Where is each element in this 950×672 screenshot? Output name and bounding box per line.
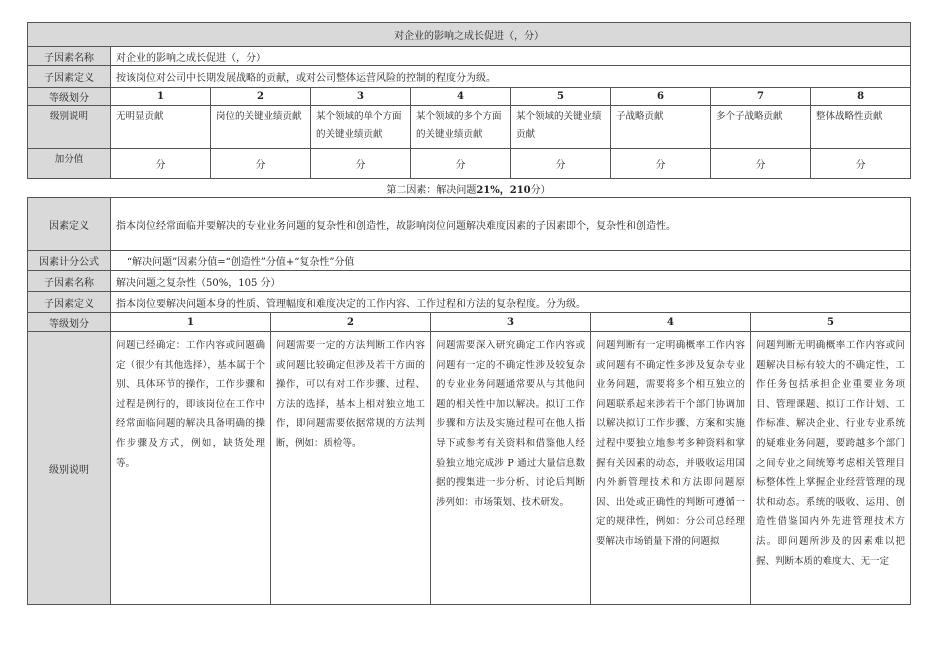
grade-cell: 4: [411, 88, 511, 106]
level-desc-cell: 问题需要深入研究确定工作内容或问题有一定的不确定性涉及较复杂的专业业务问题通常要从与其他问题的相关性中加以解决。拟订工作步骤和方法及实施过程可在他人指导下或参考有关资料和借鉴他人经验独立地完成涉 P 通过大量信息数据的搜集进一步分析、讨论后判断涉列如：市场策划、技术研发。: [431, 332, 591, 605]
score-cell: 分: [111, 149, 211, 179]
level-desc-cell: 问题判断有一定明确概率工作内容或问题有不确定性多涉及复杂专业业务问题，需要将多个相互独立的问题联系起来涉若干个部门协调加以解决拟订工作步骤、方案和实施过程中要独立地参考多种资料和掌握有关因素的动态，并吸收运用国内外新管理技术和方法即问题原因、出处或正确性的判断可遵循一定的规律性，例如：分公司总经理要解决市场销量下滑的问题拟: [591, 332, 751, 605]
grade-cell: 2: [271, 313, 431, 332]
row-label-level-desc: 级别说明: [28, 332, 111, 605]
score-cell: 分: [311, 149, 411, 179]
factor-definition: 指本岗位经常面临并要解决的专业业务问题的复杂性和创造性，故影响岗位问题解决难度因素的子因素即个，复杂性和创造性。: [111, 198, 911, 251]
level-desc-cell: 问题判断无明确概率工作内容或问题解决目标有较大的不确定性，工作任务包括承担企业重要业务项目、管理课题、拟订工作计划、工作标准、解决企业、行业专业系统的疑难业务问题，要跨越多个部门之间专业之间统筹考虑相关管理目标整体性上掌握企业经营管理的现状和动态。系统的吸收、运用、创造性借鉴国内外先进管理技术方法。即问题所涉及的因素难以把握、判断本质的难度大、无一定: [751, 332, 911, 605]
level-desc-cell: 某个领域的多个方面的关键业绩贡献: [411, 106, 511, 149]
grade-cell: 2: [211, 88, 311, 106]
row-label-factor-def: 因素定义: [28, 198, 111, 251]
second-factor-caption: [27, 181, 910, 196]
grade-cell: 5: [751, 313, 911, 332]
level-desc-cell: 多个子战略贡献: [711, 106, 811, 149]
level-desc-cell: 问题已经确定：工作内容或问题确定（很少有其他选择），基本属于个别、具体环节的操作，工作步骤和过程是例行的，即该岗位在工作中经常面临问题的解决具备明确的操作步骤及方式，例如，缺货处理等。: [111, 332, 271, 605]
score-cell: 分: [811, 149, 911, 179]
grade-cell: 3: [431, 313, 591, 332]
caption-weight: 21%，210: [476, 185, 531, 196]
subfactor-definition: 指本岗位要解决问题本身的性质、管理幅度和难度决定的工作内容、工作过程和方法的复杂程度。分为级。: [111, 292, 911, 313]
subfactor-name: 解决问题之复杂性（50%，105 分）: [111, 271, 911, 292]
caption-suffix: 分）: [530, 185, 551, 196]
table-title: 对企业的影响之成长促进（，分）: [28, 23, 911, 47]
grade-cell: 1: [111, 88, 211, 106]
score-cell: 分: [411, 149, 511, 179]
level-desc-cell: 子战略贡献: [611, 106, 711, 149]
score-cell: 分: [711, 149, 811, 179]
grade-cell: 8: [811, 88, 911, 106]
level-desc-cell: 某个领域的单个方面的关键业绩贡献: [311, 106, 411, 149]
row-label-score: 加分值: [28, 149, 111, 179]
grade-cell: 7: [711, 88, 811, 106]
problem-solving-table: [27, 197, 911, 605]
subfactor-name: 对企业的影响之成长促进（，分）: [111, 47, 911, 66]
row-label-name: 子因素名称: [28, 271, 111, 292]
row-label-name: 子因素名称: [28, 47, 111, 66]
level-desc-cell: 问题需要一定的方法判断工作内容或问题比较确定但涉及若干方面的操作，可以有对工作步骤、过程、方法的选择，基本上相对独立地工作，即问题需要依据常规的方法判断，例如：质检等。: [271, 332, 431, 605]
row-label-grade: 等级划分: [28, 88, 111, 106]
row-label-grade: 等级划分: [28, 313, 111, 332]
grade-cell: 6: [611, 88, 711, 106]
grade-cell: 3: [311, 88, 411, 106]
score-cell: 分: [511, 149, 611, 179]
score-cell: 分: [211, 149, 311, 179]
subfactor-definition: 按该岗位对公司中长期发展战略的贡献，或对公司整体运营风险的控制的程度分为级。: [111, 66, 911, 88]
level-desc-cell: 整体战略性贡献: [811, 106, 911, 149]
grade-cell: 5: [511, 88, 611, 106]
row-label-level-desc: 级别说明: [28, 106, 111, 149]
level-desc-cell: 岗位的关键业绩贡献: [211, 106, 311, 149]
growth-factor-table: [27, 22, 911, 179]
row-label-definition: 子因素定义: [28, 66, 111, 88]
level-desc-cell: 某个领域的关键业绩贡献: [511, 106, 611, 149]
grade-cell: 4: [591, 313, 751, 332]
row-label-definition: 子因素定义: [28, 292, 111, 313]
caption-prefix: 第二因素：解决问题: [386, 185, 477, 196]
factor-formula: “解决问题”因素分值=“创造性”分值+“复杂性”分值: [111, 251, 911, 271]
score-cell: 分: [611, 149, 711, 179]
row-label-formula: 因素计分公式: [28, 251, 111, 271]
grade-cell: 1: [111, 313, 271, 332]
level-desc-cell: 无明显贡献: [111, 106, 211, 149]
